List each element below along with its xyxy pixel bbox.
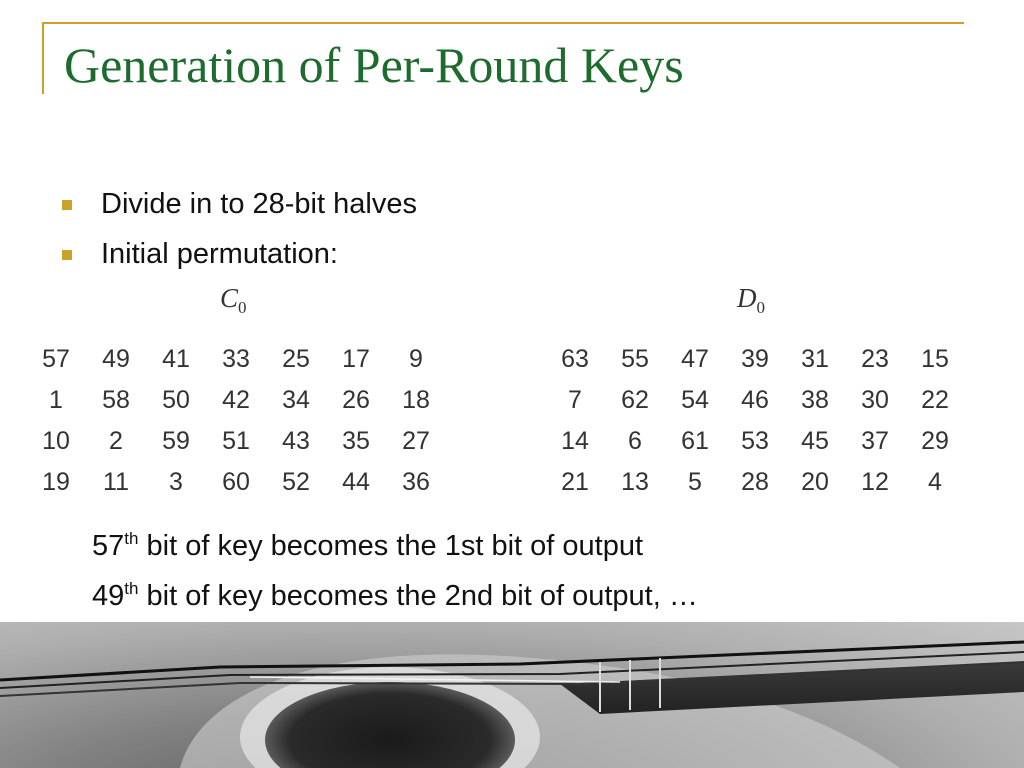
c0-cell: 58 bbox=[102, 386, 130, 414]
d0-cell: 30 bbox=[861, 386, 889, 414]
c0-label: $C_0$ bbox=[220, 283, 247, 317]
c0-cell: 34 bbox=[282, 386, 310, 414]
d0-cell: 62 bbox=[621, 386, 649, 414]
c0-cell: 9 bbox=[409, 345, 423, 373]
d0-cell: 38 bbox=[801, 386, 829, 414]
d0-cell: 46 bbox=[741, 386, 769, 414]
d0-cell: 61 bbox=[681, 427, 709, 455]
bullet-item bbox=[62, 236, 417, 286]
c0-row bbox=[26, 421, 446, 462]
c0-cell: 50 bbox=[162, 386, 190, 414]
d0-cell: 37 bbox=[861, 427, 889, 455]
d0-cell: 7 bbox=[568, 386, 582, 414]
d0-cell: 22 bbox=[921, 386, 949, 414]
d0-cell: 55 bbox=[621, 345, 649, 373]
bullet-list bbox=[62, 186, 417, 286]
c0-cell: 3 bbox=[169, 468, 183, 496]
title-frame-left bbox=[42, 22, 44, 94]
bullet-text: Initial permutation: bbox=[101, 238, 338, 270]
c0-cell: 19 bbox=[42, 468, 70, 496]
slide-title: Generation of Per-Round Keys bbox=[64, 37, 684, 93]
c0-cell: 1 bbox=[49, 386, 63, 414]
guitar-photo bbox=[0, 622, 1024, 768]
d0-cell: 14 bbox=[561, 427, 589, 455]
d0-cell: 13 bbox=[621, 468, 649, 496]
c0-cell: 51 bbox=[222, 427, 250, 455]
c0-cell: 49 bbox=[102, 345, 130, 373]
d0-cell: 54 bbox=[681, 386, 709, 414]
guitar-photo-icon bbox=[0, 622, 1024, 768]
c0-cell: 35 bbox=[342, 427, 370, 455]
c0-cell: 57 bbox=[42, 345, 70, 373]
c0-cell: 27 bbox=[402, 427, 430, 455]
c0-cell: 60 bbox=[222, 468, 250, 496]
d0-cell: 31 bbox=[801, 345, 829, 373]
c0-cell: 33 bbox=[222, 345, 250, 373]
d0-row bbox=[545, 462, 965, 503]
note-line: 57th bit of key becomes the 1st bit of output bbox=[92, 529, 644, 562]
d0-cell: 12 bbox=[861, 468, 889, 496]
c0-cell: 43 bbox=[282, 427, 310, 455]
d0-row bbox=[545, 380, 965, 421]
d0-cell: 23 bbox=[861, 345, 889, 373]
d0-cell: 15 bbox=[921, 345, 949, 373]
d0-row bbox=[545, 421, 965, 462]
c0-row bbox=[26, 380, 446, 421]
c0-cell: 36 bbox=[402, 468, 430, 496]
d0-cell: 20 bbox=[801, 468, 829, 496]
d0-permutation-table bbox=[545, 339, 965, 503]
d0-cell: 39 bbox=[741, 345, 769, 373]
d0-cell: 63 bbox=[561, 345, 589, 373]
d0-row bbox=[545, 339, 965, 380]
d0-label: $D_0$ bbox=[737, 283, 765, 317]
c0-cell: 42 bbox=[222, 386, 250, 414]
d0-cell: 4 bbox=[928, 468, 942, 496]
c0-row bbox=[26, 339, 446, 380]
d0-cell: 6 bbox=[628, 427, 642, 455]
c0-cell: 10 bbox=[42, 427, 70, 455]
bullet-square-icon bbox=[62, 250, 72, 260]
d0-cell: 5 bbox=[688, 468, 702, 496]
bullet-item bbox=[62, 186, 417, 236]
bullet-square-icon bbox=[62, 200, 72, 210]
c0-cell: 44 bbox=[342, 468, 370, 496]
c0-cell: 41 bbox=[162, 345, 190, 373]
note-line: 49th bit of key becomes the 2nd bit of output, … bbox=[92, 579, 698, 612]
c0-cell: 59 bbox=[162, 427, 190, 455]
d0-cell: 28 bbox=[741, 468, 769, 496]
c0-cell: 52 bbox=[282, 468, 310, 496]
d0-cell: 47 bbox=[681, 345, 709, 373]
c0-cell: 11 bbox=[103, 468, 129, 496]
c0-cell: 17 bbox=[342, 345, 370, 373]
title-frame-top bbox=[42, 22, 964, 24]
d0-cell: 29 bbox=[921, 427, 949, 455]
d0-cell: 21 bbox=[561, 468, 589, 496]
c0-cell: 25 bbox=[282, 345, 310, 373]
c0-permutation-table bbox=[26, 339, 446, 503]
c0-cell: 18 bbox=[402, 386, 430, 414]
d0-cell: 45 bbox=[801, 427, 829, 455]
c0-cell: 2 bbox=[109, 427, 123, 455]
c0-cell: 26 bbox=[342, 386, 370, 414]
d0-cell: 53 bbox=[741, 427, 769, 455]
bullet-text: Divide in to 28-bit halves bbox=[101, 188, 417, 220]
c0-row bbox=[26, 462, 446, 503]
